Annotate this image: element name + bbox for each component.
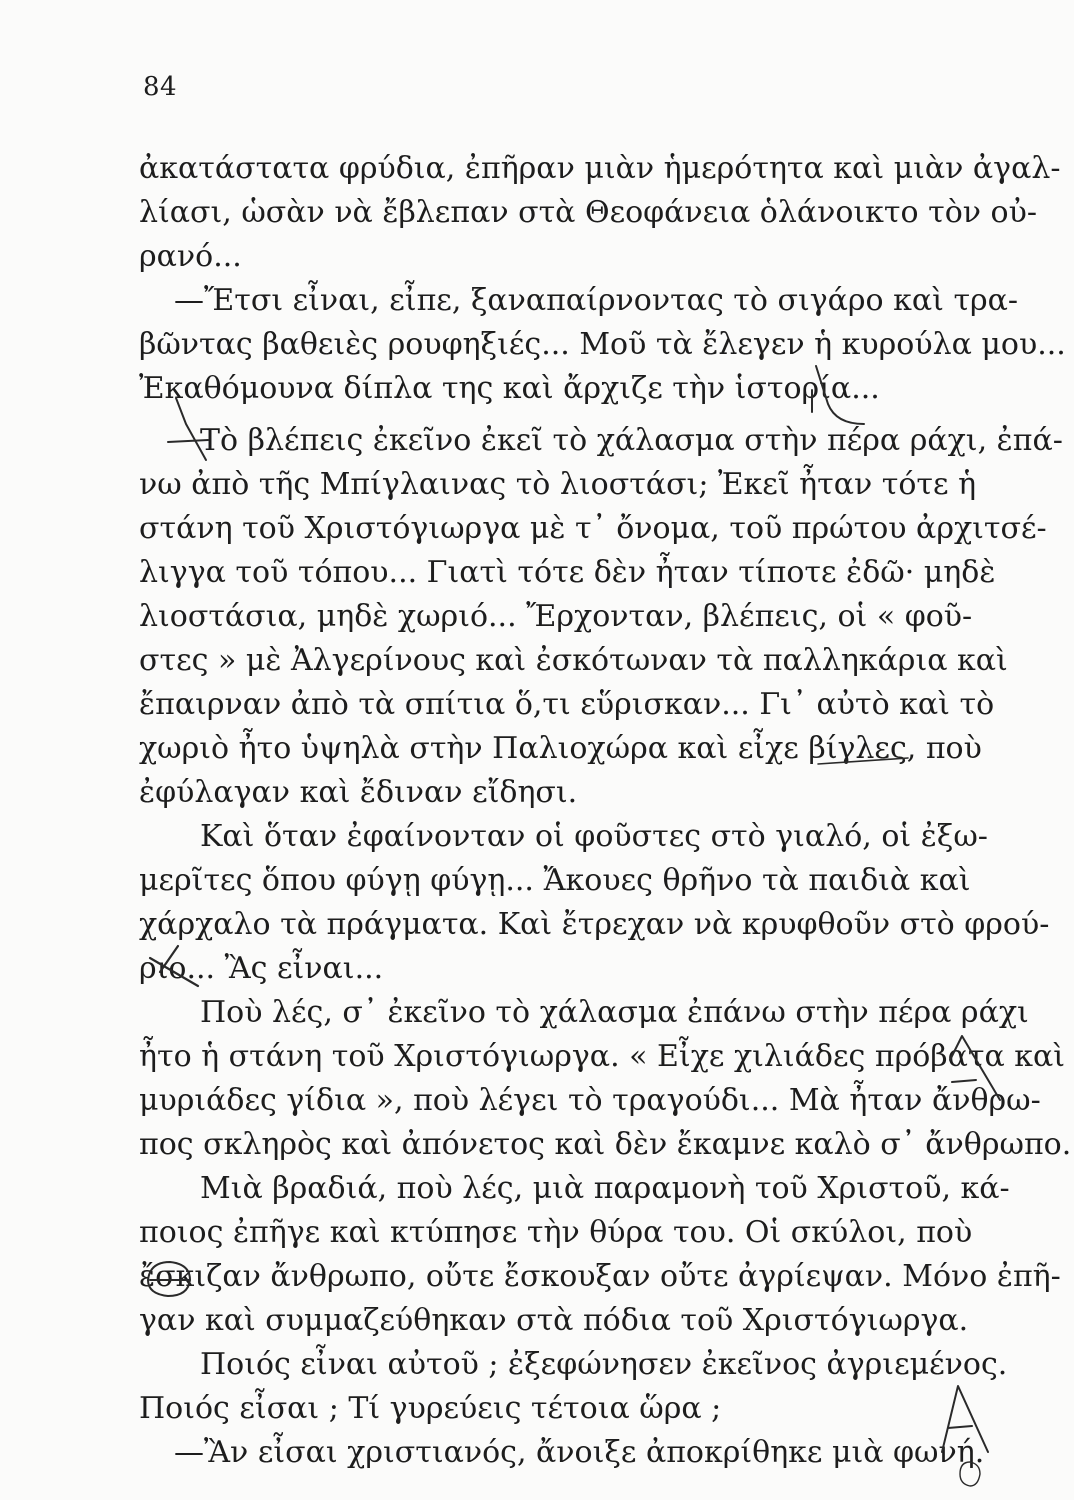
text-line: —Ἂν εἶσαι χριστιανός, ἄνοιξε ἀποκρίθηκε μιὰ φωνή. [174, 1435, 985, 1470]
text-line: Ποιός εἶσαι ; Τί γυρεύεις τέτοια ὥρα ; [139, 1391, 722, 1426]
text-line: βῶντας βαθειὲς ρουφηξιές... Μοῦ τὰ ἔλεγεν ἡ κυρούλα μου... [139, 327, 1066, 362]
text-line: ρανό... [139, 239, 242, 274]
text-line: ἔπαιρναν ἀπὸ τὰ σπίτια ὅ,τι εὕρισκαν... Γι᾽ αὐτὸ καὶ τὸ [139, 687, 995, 722]
text-line: ἦτο ἡ στάνη τοῦ Χριστόγιωργα. « Εἶχε χιλιάδες πρόβατα καὶ [139, 1039, 1066, 1074]
text-line: Ἐκαθόμουνα δίπλα της καὶ ἄρχιζε τὴν ἱστορία... [139, 371, 880, 406]
text-line: Καὶ ὅταν ἐφαίνονταν οἱ φοῦστες στὸ γιαλό, οἱ ἐξω- [200, 819, 988, 854]
text-line: γαν καὶ συμμαζεύθηκαν στὰ πόδια τοῦ Χριστόγιωργα. [139, 1303, 969, 1338]
text-line: στάνη τοῦ Χριστόγιωργα μὲ τ᾽ ὄνομα, τοῦ πρώτου ἀρχιτσέ- [139, 511, 1047, 546]
text-line: ἀκατάστατα φρύδια, ἐπῆραν μιὰν ἡμερότητα καὶ μιὰν ἀγαλ- [139, 151, 1061, 186]
text-line: —Ἔτσι εἶναι, εἶπε, ξαναπαίρνοντας τὸ σιγάρο καὶ τρα- [174, 283, 1019, 318]
text-line: μυριάδες γίδια », ποὺ λέγει τὸ τραγούδι... Μὰ ἦταν ἄνθρω- [139, 1083, 1041, 1118]
text-line: Τὸ βλέπεις ἐκεῖνο ἐκεῖ τὸ χάλασμα στὴν πέρα ράχι, ἐπά- [200, 423, 1063, 458]
text-line: ἔσκιζαν ἄνθρωπο, οὔτε ἔσκουξαν οὔτε ἀγρίεψαν. Μόνο ἐπῆ- [139, 1259, 1061, 1294]
text-line: Ποιός εἶναι αὐτοῦ ; ἐξεφώνησεν ἐκεῖνος ἀγριεμένος. [200, 1347, 1008, 1382]
text-line: ριο... Ἂς εἶναι... [139, 951, 384, 986]
text-line: χάρχαλο τὰ πράγματα. Καὶ ἔτρεχαν νὰ κρυφθοῦν στὸ φρού- [139, 907, 1050, 942]
text-line: λιοστάσια, μηδὲ χωριό... Ἔρχονταν, βλέπεις, οἱ « φοῦ- [139, 599, 973, 634]
page-number: 84 [143, 72, 178, 102]
text-line: Ποὺ λές, σ᾽ ἐκεῖνο τὸ χάλασμα ἐπάνω στὴν πέρα ράχι [200, 995, 1029, 1030]
text-line: λίασι, ὡσὰν νὰ ἔβλεπαν στὰ Θεοφάνεια ὁλάνοικτο τὸν οὐ- [139, 195, 1037, 230]
text-line: στες » μὲ Ἀλγερίνους καὶ ἐσκότωναν τὰ παλληκάρια καὶ [139, 643, 1008, 678]
text-line: ποιος ἐπῆγε καὶ κτύπησε τὴν θύρα του. Οἱ σκύλοι, ποὺ [139, 1215, 973, 1250]
text-line: λιγγα τοῦ τόπου... Γιατὶ τότε δὲν ἦταν τίποτε ἐδῶ· μηδὲ [139, 555, 996, 590]
text-line: πος σκληρὸς καὶ ἀπόνετος καὶ δὲν ἔκαμνε καλὸ σ᾽ ἄνθρωπο. [139, 1127, 1072, 1162]
text-line: νω ἀπὸ τῆς Μπίγλαινας τὸ λιοστάσι; Ἐκεῖ ἦταν τότε ἡ [139, 467, 977, 502]
text-line: χωριὸ ἦτο ὑψηλὰ στὴν Παλιοχώρα καὶ εἶχε βίγλες, ποὺ [139, 731, 982, 766]
text-line: μερῖτες ὅπου φύγῃ φύγῃ... Ἄκουες θρῆνο τὰ παιδιὰ καὶ [139, 863, 971, 898]
text-line: ἐφύλαγαν καὶ ἔδιναν εἴδησι. [139, 775, 578, 810]
text-line: Μιὰ βραδιά, ποὺ λές, μιὰ παραμονὴ τοῦ Χριστοῦ, κά- [200, 1171, 1010, 1206]
